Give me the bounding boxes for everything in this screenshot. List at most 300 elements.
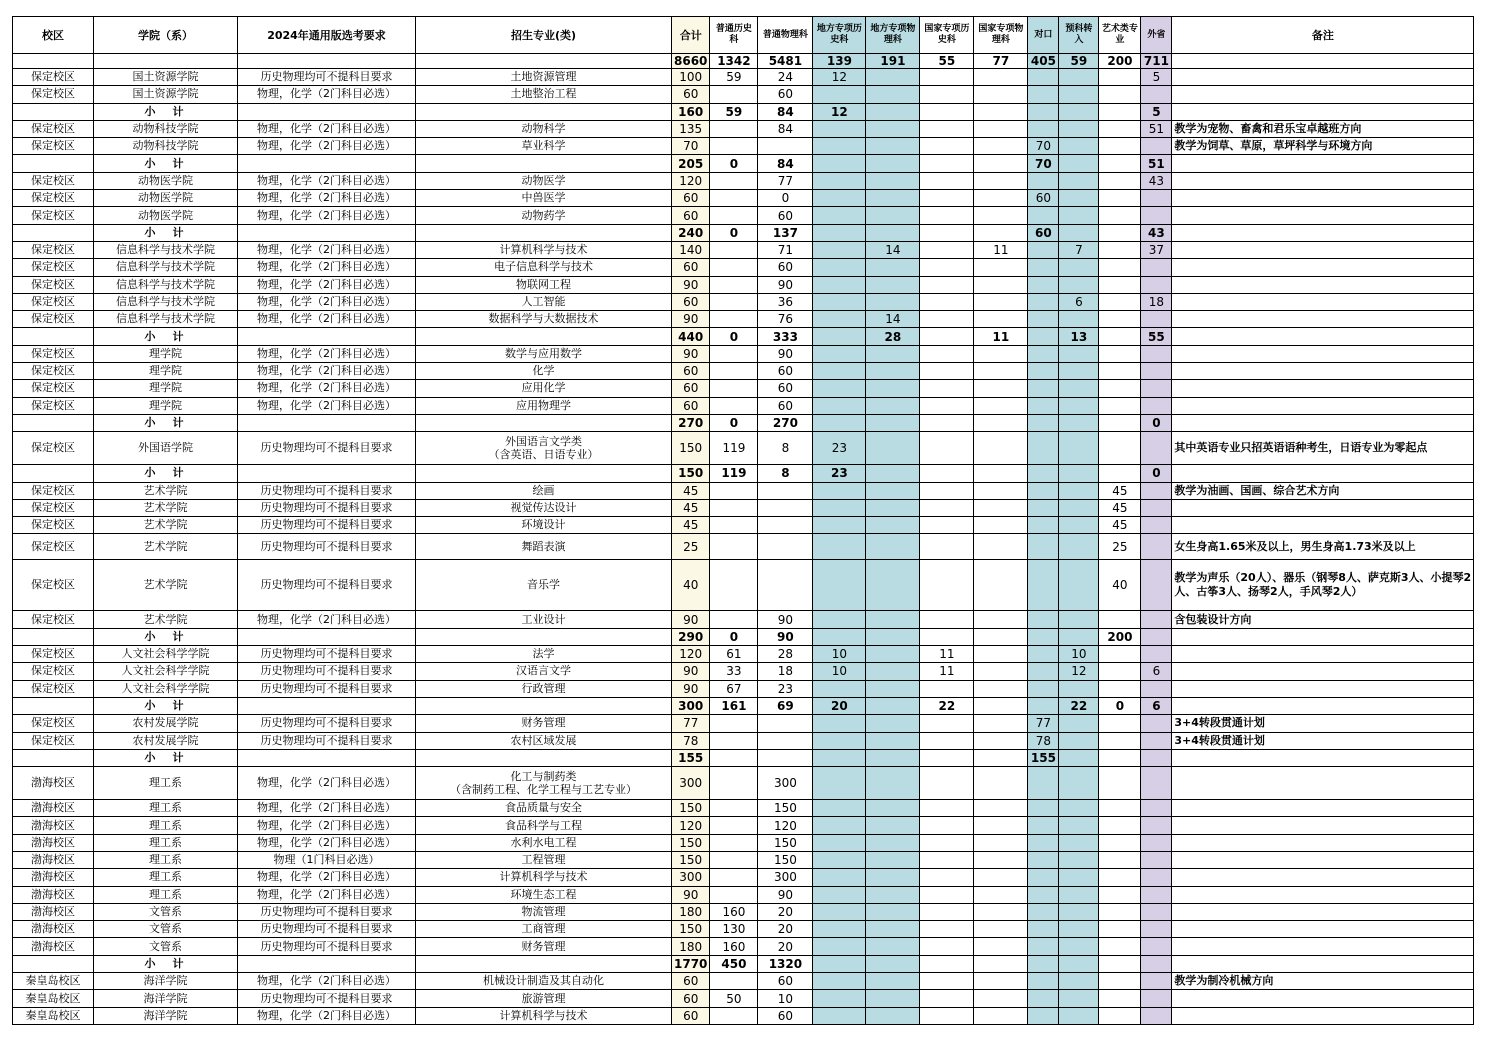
table-cell: 历史物理均可不提科目要求 bbox=[238, 680, 416, 697]
table-cell bbox=[866, 938, 920, 955]
table-cell bbox=[1172, 241, 1474, 258]
table-cell: 小 计 bbox=[94, 465, 238, 482]
totals-cell: 55 bbox=[920, 54, 974, 69]
table-row bbox=[13, 259, 1474, 276]
totals-cell: 200 bbox=[1099, 54, 1141, 69]
table-cell bbox=[1028, 921, 1059, 938]
table-cell bbox=[1141, 1007, 1172, 1024]
table-cell: 23 bbox=[758, 680, 813, 697]
table-cell: 小 计 bbox=[94, 103, 238, 120]
table-cell: 历史物理均可不提科目要求 bbox=[238, 732, 416, 749]
table-cell bbox=[974, 903, 1028, 920]
table-cell: 人文社会科学学院 bbox=[94, 680, 238, 697]
table-cell bbox=[1099, 207, 1141, 224]
table-cell: 人工智能 bbox=[416, 293, 672, 310]
table-cell bbox=[1059, 138, 1099, 155]
table-cell: 土地整治工程 bbox=[416, 86, 672, 103]
table-cell bbox=[920, 534, 974, 560]
table-cell bbox=[866, 646, 920, 663]
table-cell bbox=[974, 611, 1028, 628]
table-cell: 物理，化学（2门科目必选） bbox=[238, 800, 416, 817]
table-cell: 84 bbox=[758, 155, 813, 172]
table-cell: 3+4转段贯通计划 bbox=[1172, 715, 1474, 732]
table-cell: 艺术学院 bbox=[94, 517, 238, 534]
table-cell: 教学为声乐（20人）、器乐（钢琴8人、萨克斯3人、小提琴2人、古筝3人、扬琴2人，手风琴2人） bbox=[1172, 560, 1474, 611]
table-cell: 历史物理均可不提科目要求 bbox=[238, 663, 416, 680]
table-cell bbox=[866, 517, 920, 534]
table-cell: 小 计 bbox=[94, 328, 238, 345]
table-cell bbox=[1099, 69, 1141, 86]
table-cell bbox=[920, 851, 974, 868]
table-cell bbox=[1099, 259, 1141, 276]
table-cell: 130 bbox=[710, 921, 758, 938]
table-cell: 12 bbox=[813, 103, 866, 120]
table-cell: 60 bbox=[672, 190, 710, 207]
table-cell bbox=[1028, 767, 1059, 800]
subtotal-row bbox=[13, 224, 1474, 241]
table-cell: 保定校区 bbox=[13, 345, 94, 362]
table-cell: 音乐学 bbox=[416, 560, 672, 611]
table-cell: 视觉传达设计 bbox=[416, 499, 672, 516]
table-cell bbox=[1028, 259, 1059, 276]
table-cell bbox=[1059, 517, 1099, 534]
table-cell: 137 bbox=[758, 224, 813, 241]
table-cell: 7 bbox=[1059, 241, 1099, 258]
table-cell: 11 bbox=[974, 328, 1028, 345]
table-cell bbox=[1172, 697, 1474, 714]
table-cell: 20 bbox=[758, 921, 813, 938]
table-cell bbox=[1141, 990, 1172, 1007]
table-cell: 60 bbox=[672, 380, 710, 397]
table-cell bbox=[1099, 138, 1141, 155]
table-cell bbox=[813, 817, 866, 834]
table-cell bbox=[974, 69, 1028, 86]
table-cell bbox=[1099, 767, 1141, 800]
table-cell: 60 bbox=[758, 86, 813, 103]
table-cell bbox=[710, 293, 758, 310]
table-cell: 60 bbox=[672, 973, 710, 990]
table-cell bbox=[1028, 432, 1059, 465]
table-cell bbox=[416, 155, 672, 172]
table-cell bbox=[1099, 990, 1141, 1007]
table-cell: 保定校区 bbox=[13, 172, 94, 189]
table-cell: 200 bbox=[1099, 628, 1141, 645]
table-cell: 草业科学 bbox=[416, 138, 672, 155]
table-cell bbox=[1059, 482, 1099, 499]
table-cell bbox=[1059, 767, 1099, 800]
table-cell bbox=[1099, 938, 1141, 955]
table-cell bbox=[1059, 276, 1099, 293]
table-cell: 28 bbox=[866, 328, 920, 345]
table-cell bbox=[866, 697, 920, 714]
table-cell bbox=[1099, 680, 1141, 697]
table-cell: 155 bbox=[672, 749, 710, 766]
table-cell bbox=[1172, 749, 1474, 766]
table-cell bbox=[710, 380, 758, 397]
table-cell: 90 bbox=[672, 680, 710, 697]
table-cell bbox=[1028, 328, 1059, 345]
table-cell bbox=[1099, 921, 1141, 938]
table-cell: 物理，化学（2门科目必选） bbox=[238, 767, 416, 800]
enrollment-plan-table bbox=[12, 16, 1474, 1025]
table-cell bbox=[1059, 414, 1099, 431]
table-cell bbox=[813, 499, 866, 516]
table-cell: 119 bbox=[710, 432, 758, 465]
table-cell: 150 bbox=[672, 834, 710, 851]
table-cell: 国土资源学院 bbox=[94, 69, 238, 86]
table-cell bbox=[1141, 207, 1172, 224]
table-cell bbox=[813, 680, 866, 697]
table-cell: 文管系 bbox=[94, 921, 238, 938]
table-cell bbox=[920, 465, 974, 482]
table-row bbox=[13, 800, 1474, 817]
table-cell: 78 bbox=[672, 732, 710, 749]
table-cell bbox=[1059, 680, 1099, 697]
table-cell bbox=[920, 86, 974, 103]
table-row bbox=[13, 938, 1474, 955]
header-cell: 国家专项历史科 bbox=[920, 17, 974, 54]
table-cell: 物流管理 bbox=[416, 903, 672, 920]
table-cell bbox=[1028, 990, 1059, 1007]
table-cell: 150 bbox=[758, 800, 813, 817]
table-cell bbox=[866, 155, 920, 172]
table-cell bbox=[13, 155, 94, 172]
table-cell bbox=[866, 172, 920, 189]
table-row bbox=[13, 293, 1474, 310]
table-cell bbox=[813, 903, 866, 920]
table-cell bbox=[813, 363, 866, 380]
table-cell bbox=[813, 834, 866, 851]
table-cell bbox=[813, 482, 866, 499]
table-cell bbox=[974, 224, 1028, 241]
table-cell bbox=[1028, 834, 1059, 851]
table-cell bbox=[813, 397, 866, 414]
table-cell bbox=[1172, 903, 1474, 920]
totals-cell bbox=[94, 54, 238, 69]
table-cell: 20 bbox=[813, 697, 866, 714]
table-cell: 205 bbox=[672, 155, 710, 172]
table-cell: 保定校区 bbox=[13, 680, 94, 697]
table-cell: 77 bbox=[672, 715, 710, 732]
table-cell: 45 bbox=[672, 499, 710, 516]
table-row bbox=[13, 732, 1474, 749]
table-cell bbox=[758, 534, 813, 560]
table-cell: 农村发展学院 bbox=[94, 732, 238, 749]
table-row bbox=[13, 120, 1474, 137]
table-row bbox=[13, 432, 1474, 465]
table-cell: 45 bbox=[1099, 517, 1141, 534]
table-cell bbox=[1028, 172, 1059, 189]
table-cell bbox=[13, 328, 94, 345]
table-cell bbox=[1172, 328, 1474, 345]
table-cell bbox=[1028, 345, 1059, 362]
table-cell: 物理，化学（2门科目必选） bbox=[238, 172, 416, 189]
table-cell bbox=[1172, 834, 1474, 851]
table-cell: 保定校区 bbox=[13, 69, 94, 86]
table-cell bbox=[238, 697, 416, 714]
table-cell: 含包装设计方向 bbox=[1172, 611, 1474, 628]
table-cell bbox=[866, 414, 920, 431]
table-cell: 渤海校区 bbox=[13, 817, 94, 834]
table-cell bbox=[1141, 499, 1172, 516]
table-cell bbox=[238, 224, 416, 241]
table-cell: 理学院 bbox=[94, 345, 238, 362]
table-cell bbox=[1059, 749, 1099, 766]
table-cell: 物理，化学（2门科目必选） bbox=[238, 207, 416, 224]
table-cell bbox=[920, 955, 974, 972]
table-cell bbox=[920, 380, 974, 397]
table-cell bbox=[920, 120, 974, 137]
table-cell: 动物科学 bbox=[416, 120, 672, 137]
table-row bbox=[13, 345, 1474, 362]
table-row bbox=[13, 834, 1474, 851]
table-cell bbox=[920, 732, 974, 749]
table-cell bbox=[866, 499, 920, 516]
table-cell bbox=[974, 172, 1028, 189]
table-cell bbox=[710, 817, 758, 834]
table-cell bbox=[866, 397, 920, 414]
table-cell: 10 bbox=[758, 990, 813, 1007]
table-cell bbox=[1059, 834, 1099, 851]
table-cell bbox=[866, 990, 920, 1007]
table-cell bbox=[920, 767, 974, 800]
header-cell: 合计 bbox=[672, 17, 710, 54]
table-cell bbox=[920, 800, 974, 817]
table-cell bbox=[1059, 465, 1099, 482]
table-row bbox=[13, 380, 1474, 397]
table-cell: 秦皇岛校区 bbox=[13, 1007, 94, 1024]
table-cell: 保定校区 bbox=[13, 138, 94, 155]
table-cell: 11 bbox=[974, 241, 1028, 258]
table-cell bbox=[1172, 680, 1474, 697]
table-cell bbox=[1099, 380, 1141, 397]
table-cell bbox=[1172, 363, 1474, 380]
table-cell bbox=[1028, 482, 1059, 499]
table-cell bbox=[813, 259, 866, 276]
table-cell bbox=[710, 869, 758, 886]
table-cell: 土地资源管理 bbox=[416, 69, 672, 86]
table-cell: 食品质量与安全 bbox=[416, 800, 672, 817]
table-cell: 化学 bbox=[416, 363, 672, 380]
table-row bbox=[13, 276, 1474, 293]
table-cell: 食品科学与工程 bbox=[416, 817, 672, 834]
table-cell: 60 bbox=[672, 363, 710, 380]
table-cell bbox=[1141, 921, 1172, 938]
table-cell bbox=[1099, 328, 1141, 345]
table-cell: 物理，化学（2门科目必选） bbox=[238, 138, 416, 155]
table-cell: 理工系 bbox=[94, 886, 238, 903]
header-cell: 预科转入 bbox=[1059, 17, 1099, 54]
table-cell: 135 bbox=[672, 120, 710, 137]
table-cell bbox=[1172, 955, 1474, 972]
table-cell bbox=[866, 749, 920, 766]
table-cell: 动物药学 bbox=[416, 207, 672, 224]
table-cell bbox=[13, 955, 94, 972]
table-cell: 保定校区 bbox=[13, 293, 94, 310]
table-cell bbox=[1141, 311, 1172, 328]
table-cell: 11 bbox=[920, 646, 974, 663]
table-cell bbox=[920, 293, 974, 310]
table-cell: 70 bbox=[1028, 138, 1059, 155]
table-row bbox=[13, 397, 1474, 414]
table-cell bbox=[1099, 363, 1141, 380]
table-cell bbox=[866, 715, 920, 732]
table-cell bbox=[1141, 800, 1172, 817]
table-cell: 信息科学与技术学院 bbox=[94, 241, 238, 258]
table-cell bbox=[1141, 432, 1172, 465]
table-cell: 应用物理学 bbox=[416, 397, 672, 414]
table-cell: 理学院 bbox=[94, 380, 238, 397]
table-cell bbox=[866, 611, 920, 628]
table-cell: 历史物理均可不提科目要求 bbox=[238, 482, 416, 499]
table-cell: 机械设计制造及其自动化 bbox=[416, 973, 672, 990]
table-cell: 160 bbox=[672, 103, 710, 120]
table-cell bbox=[974, 955, 1028, 972]
table-cell: 渤海校区 bbox=[13, 903, 94, 920]
table-cell: 历史物理均可不提科目要求 bbox=[238, 517, 416, 534]
table-cell bbox=[813, 207, 866, 224]
table-cell: 84 bbox=[758, 103, 813, 120]
table-cell bbox=[1028, 311, 1059, 328]
table-cell bbox=[1172, 646, 1474, 663]
table-cell bbox=[1099, 172, 1141, 189]
table-cell bbox=[1028, 938, 1059, 955]
table-cell: 90 bbox=[672, 886, 710, 903]
table-cell: 历史物理均可不提科目要求 bbox=[238, 534, 416, 560]
table-cell bbox=[1172, 869, 1474, 886]
table-cell bbox=[866, 663, 920, 680]
table-cell bbox=[813, 990, 866, 1007]
table-row bbox=[13, 767, 1474, 800]
table-cell bbox=[1059, 628, 1099, 645]
table-cell bbox=[920, 241, 974, 258]
table-cell bbox=[813, 886, 866, 903]
table-cell bbox=[1028, 817, 1059, 834]
table-cell bbox=[1059, 311, 1099, 328]
table-cell: 90 bbox=[672, 311, 710, 328]
table-cell: 160 bbox=[710, 938, 758, 955]
table-cell: 180 bbox=[672, 938, 710, 955]
header-row bbox=[13, 17, 1474, 54]
table-cell: 120 bbox=[672, 172, 710, 189]
table-cell bbox=[974, 715, 1028, 732]
table-cell bbox=[920, 363, 974, 380]
table-cell bbox=[1099, 155, 1141, 172]
table-cell bbox=[1059, 886, 1099, 903]
table-cell bbox=[920, 834, 974, 851]
table-cell: 小 计 bbox=[94, 749, 238, 766]
table-cell: 150 bbox=[758, 834, 813, 851]
table-cell bbox=[1141, 138, 1172, 155]
table-cell bbox=[1028, 103, 1059, 120]
table-cell bbox=[13, 628, 94, 645]
table-cell bbox=[710, 259, 758, 276]
totals-cell bbox=[1172, 54, 1474, 69]
table-cell: 100 bbox=[672, 69, 710, 86]
table-cell: 人文社会科学学院 bbox=[94, 646, 238, 663]
table-cell bbox=[974, 921, 1028, 938]
table-cell bbox=[813, 851, 866, 868]
table-cell: 450 bbox=[710, 955, 758, 972]
table-cell bbox=[920, 560, 974, 611]
table-row bbox=[13, 311, 1474, 328]
table-cell bbox=[1141, 767, 1172, 800]
table-cell bbox=[974, 534, 1028, 560]
table-cell: 0 bbox=[1099, 697, 1141, 714]
table-row bbox=[13, 172, 1474, 189]
table-cell bbox=[920, 414, 974, 431]
table-cell: 渤海校区 bbox=[13, 834, 94, 851]
table-cell bbox=[416, 628, 672, 645]
table-cell bbox=[920, 973, 974, 990]
table-cell: 艺术学院 bbox=[94, 499, 238, 516]
table-cell bbox=[1141, 345, 1172, 362]
table-cell: 小 计 bbox=[94, 414, 238, 431]
table-cell bbox=[866, 432, 920, 465]
table-cell: 物理，化学（2门科目必选） bbox=[238, 86, 416, 103]
table-cell bbox=[920, 224, 974, 241]
table-cell bbox=[758, 517, 813, 534]
table-cell: 渤海校区 bbox=[13, 800, 94, 817]
table-cell: 外国语学院 bbox=[94, 432, 238, 465]
table-cell: 信息科学与技术学院 bbox=[94, 293, 238, 310]
table-cell: 33 bbox=[710, 663, 758, 680]
table-cell bbox=[974, 138, 1028, 155]
table-cell: 270 bbox=[758, 414, 813, 431]
table-cell bbox=[974, 869, 1028, 886]
table-cell bbox=[866, 886, 920, 903]
table-cell bbox=[1141, 276, 1172, 293]
table-cell: 历史物理均可不提科目要求 bbox=[238, 69, 416, 86]
table-cell: 历史物理均可不提科目要求 bbox=[238, 921, 416, 938]
table-cell bbox=[1059, 69, 1099, 86]
table-cell: 119 bbox=[710, 465, 758, 482]
table-cell: 12 bbox=[1059, 663, 1099, 680]
table-cell: 150 bbox=[672, 921, 710, 938]
table-cell bbox=[920, 938, 974, 955]
table-cell bbox=[1059, 155, 1099, 172]
table-cell bbox=[974, 86, 1028, 103]
table-cell bbox=[1059, 817, 1099, 834]
table-cell bbox=[1059, 432, 1099, 465]
table-cell: 90 bbox=[758, 886, 813, 903]
table-cell: 77 bbox=[1028, 715, 1059, 732]
table-cell: 历史物理均可不提科目要求 bbox=[238, 499, 416, 516]
table-cell bbox=[1028, 697, 1059, 714]
table-cell bbox=[1028, 293, 1059, 310]
table-cell bbox=[1141, 534, 1172, 560]
table-cell bbox=[1099, 886, 1141, 903]
table-cell: 37 bbox=[1141, 241, 1172, 258]
table-cell bbox=[416, 465, 672, 482]
table-row bbox=[13, 241, 1474, 258]
totals-cell: 191 bbox=[866, 54, 920, 69]
table-cell: 43 bbox=[1141, 224, 1172, 241]
table-cell bbox=[1059, 259, 1099, 276]
table-cell bbox=[1172, 311, 1474, 328]
table-cell bbox=[920, 1007, 974, 1024]
table-cell bbox=[974, 499, 1028, 516]
subtotal-row bbox=[13, 155, 1474, 172]
table-cell bbox=[13, 465, 94, 482]
table-cell: 物理，化学（2门科目必选） bbox=[238, 259, 416, 276]
table-cell bbox=[1059, 851, 1099, 868]
table-cell: 教学为宠物、畜禽和君乐宝卓越班方向 bbox=[1172, 120, 1474, 137]
table-cell: 艺术学院 bbox=[94, 560, 238, 611]
table-cell: 保定校区 bbox=[13, 363, 94, 380]
table-cell bbox=[710, 767, 758, 800]
table-cell bbox=[974, 155, 1028, 172]
